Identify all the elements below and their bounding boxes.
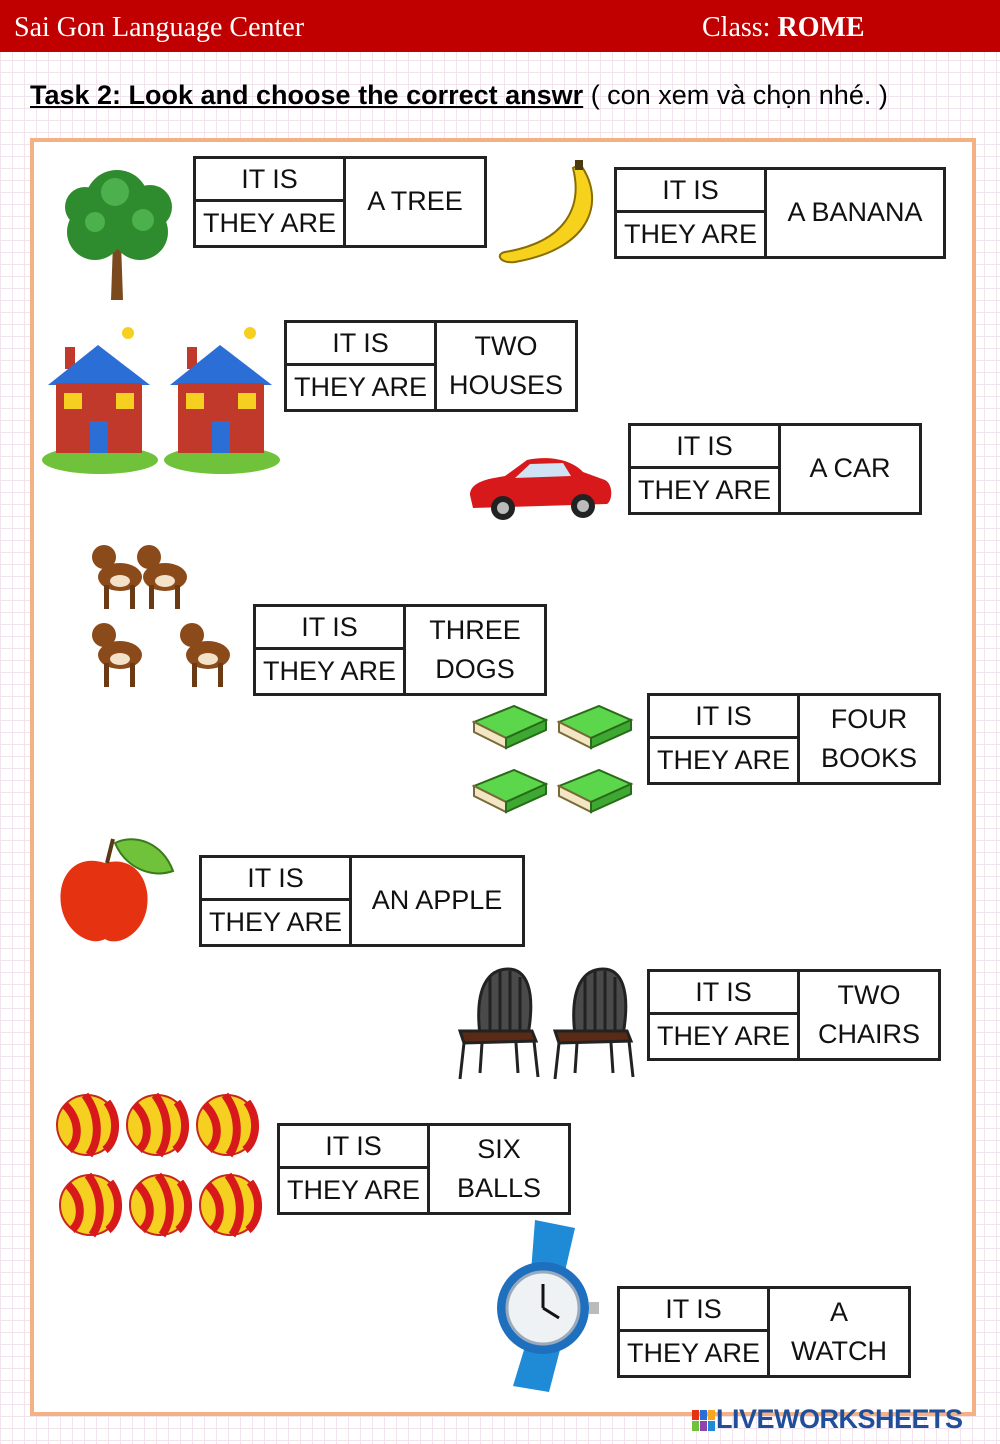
header-bar [0, 0, 1000, 52]
balls-picture [55, 1090, 265, 1240]
dogs-picture [90, 535, 245, 695]
option-they-are[interactable]: THEY ARE [620, 1332, 770, 1375]
apple-picture [55, 835, 180, 950]
choice-box-balls [277, 1123, 571, 1215]
option-it-is[interactable]: IT IS [256, 607, 406, 650]
option-they-are[interactable]: THEY ARE [196, 202, 346, 245]
option-it-is[interactable]: IT IS [280, 1126, 430, 1169]
liveworksheets-logo [692, 1404, 963, 1435]
option-they-are[interactable]: THEY ARE [650, 1015, 800, 1058]
option-they-are[interactable]: THEY ARE [256, 650, 406, 693]
answer-label: THREE DOGS [429, 614, 521, 684]
watch-picture [495, 1220, 605, 1395]
choice-box-banana [614, 167, 946, 259]
choice-box-books [647, 693, 941, 785]
chairs-picture [450, 965, 635, 1085]
answer-label: A BANANA [787, 197, 923, 228]
class-label: Class: ROME [702, 12, 865, 43]
option-they-are[interactable]: THEY ARE [617, 213, 767, 256]
option-it-is[interactable]: IT IS [196, 159, 346, 202]
houses-picture [40, 325, 280, 475]
option-they-are[interactable]: THEY ARE [280, 1169, 430, 1212]
task-title: Task 2: Look and choose the correct answr [30, 80, 584, 110]
option-it-is[interactable]: IT IS [631, 426, 781, 469]
class-name: ROME [777, 12, 865, 43]
option-they-are[interactable]: THEY ARE [287, 366, 437, 409]
answer-label: TWO CHAIRS [817, 979, 920, 1049]
brand-text: LIVEWORKSHEETS [716, 1404, 963, 1434]
school-name: Sai Gon Language Center [14, 12, 305, 43]
answer-label: TWO HOUSES [448, 330, 564, 400]
option-it-is[interactable]: IT IS [650, 696, 800, 739]
choice-box-apple [199, 855, 525, 947]
option-it-is[interactable]: IT IS [617, 170, 767, 213]
choice-box-tree [193, 156, 487, 248]
answer-label: SIX BALLS [456, 1133, 542, 1203]
choice-box-dogs [253, 604, 547, 696]
liveworksheets-icon [692, 1410, 716, 1432]
banana-picture [495, 158, 610, 268]
answer-label: A CAR [809, 453, 891, 484]
option-it-is[interactable]: IT IS [202, 858, 352, 901]
answer-label: AN APPLE [371, 885, 503, 916]
choice-box-houses [284, 320, 578, 412]
tree-picture [55, 162, 180, 302]
car-picture [465, 450, 615, 525]
task-note: ( con xem và chọn nhé. ) [590, 80, 888, 110]
books-picture [470, 700, 640, 825]
answer-label: A TREE [367, 186, 463, 217]
answer-label: FOUR BOOKS [820, 703, 918, 773]
option-they-are[interactable]: THEY ARE [650, 739, 800, 782]
option-they-are[interactable]: THEY ARE [202, 901, 352, 944]
choice-box-watch [617, 1286, 911, 1378]
option-it-is[interactable]: IT IS [650, 972, 800, 1015]
option-it-is[interactable]: IT IS [287, 323, 437, 366]
choice-box-chairs [647, 969, 941, 1061]
answer-label: A WATCH [791, 1296, 887, 1366]
choice-box-car [628, 423, 922, 515]
option-it-is[interactable]: IT IS [620, 1289, 770, 1332]
option-they-are[interactable]: THEY ARE [631, 469, 781, 512]
task-instruction [30, 80, 888, 111]
